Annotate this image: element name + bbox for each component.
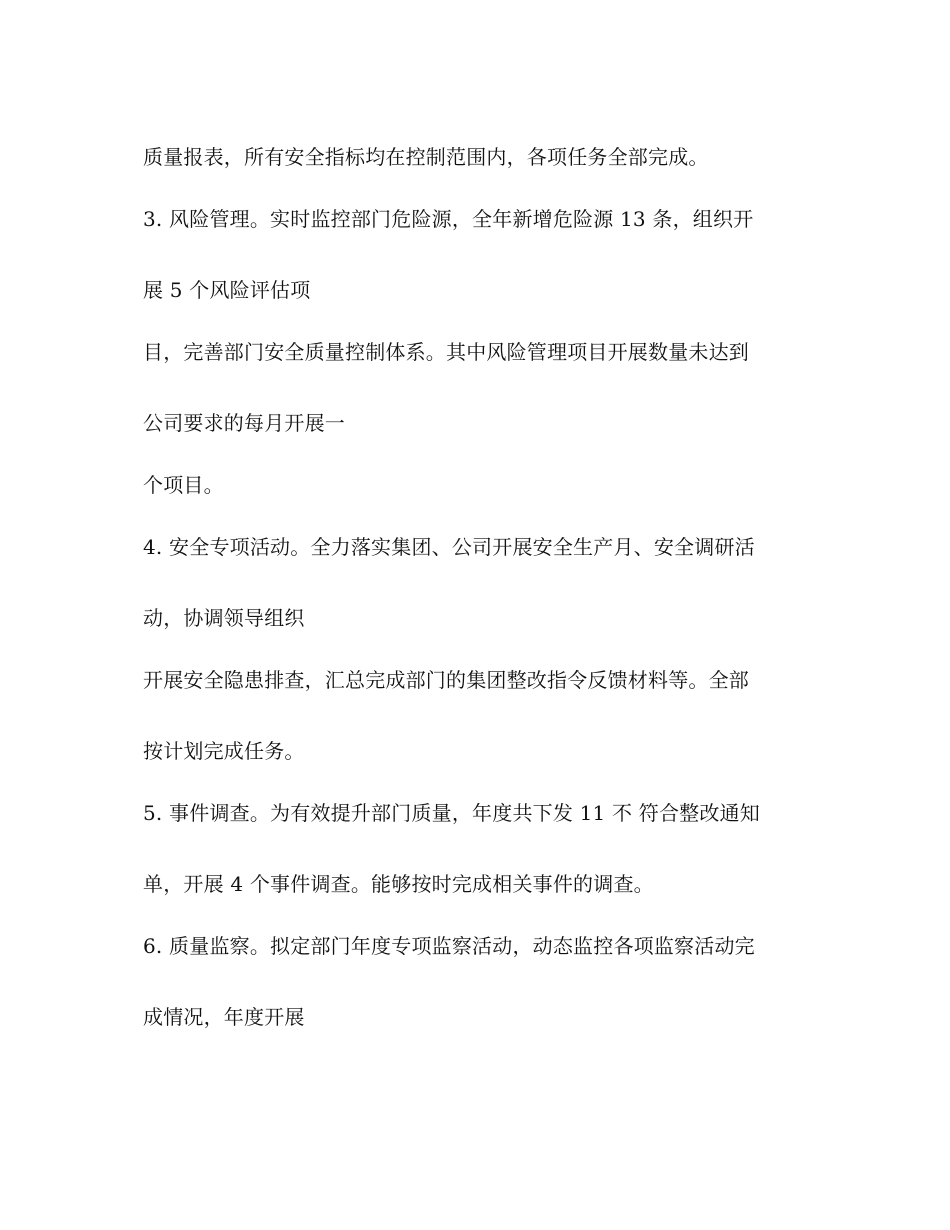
text-line: 展 5 个风险评估项	[143, 278, 311, 302]
text-line: 4. 安全专项活动。全力落实集团、公司开展安全生产月、安全调研活	[143, 535, 755, 559]
text-line: 质量报表，所有安全指标均在控制范围内，各项任务全部完成。	[143, 145, 709, 169]
text-line: 个项目。	[143, 473, 224, 497]
text-line: 公司要求的每月开展一	[143, 411, 345, 435]
text-line: 按计划完成任务。	[143, 739, 305, 763]
text-line: 3. 风险管理。实时监控部门危险源，全年新增危险源 13 条，组织开	[143, 207, 754, 231]
text-line: 6. 质量监察。拟定部门年度专项监察活动，动态监控各项监察活动完	[143, 934, 755, 958]
text-line: 5. 事件调查。为有效提升部门质量，年度共下发 11 不 符合整改通知	[143, 801, 760, 825]
text-line: 成情况，年度开展	[143, 1005, 305, 1029]
text-line: 开展安全隐患排查，汇总完成部门的集团整改指令反馈材料等。全部	[143, 668, 749, 692]
text-line: 单，开展 4 个事件调查。能够按时完成相关事件的调查。	[143, 872, 654, 896]
text-line: 动，协调领导组织	[143, 606, 305, 630]
text-line: 目，完善部门安全质量控制体系。其中风险管理项目开展数量未达到	[143, 340, 749, 364]
